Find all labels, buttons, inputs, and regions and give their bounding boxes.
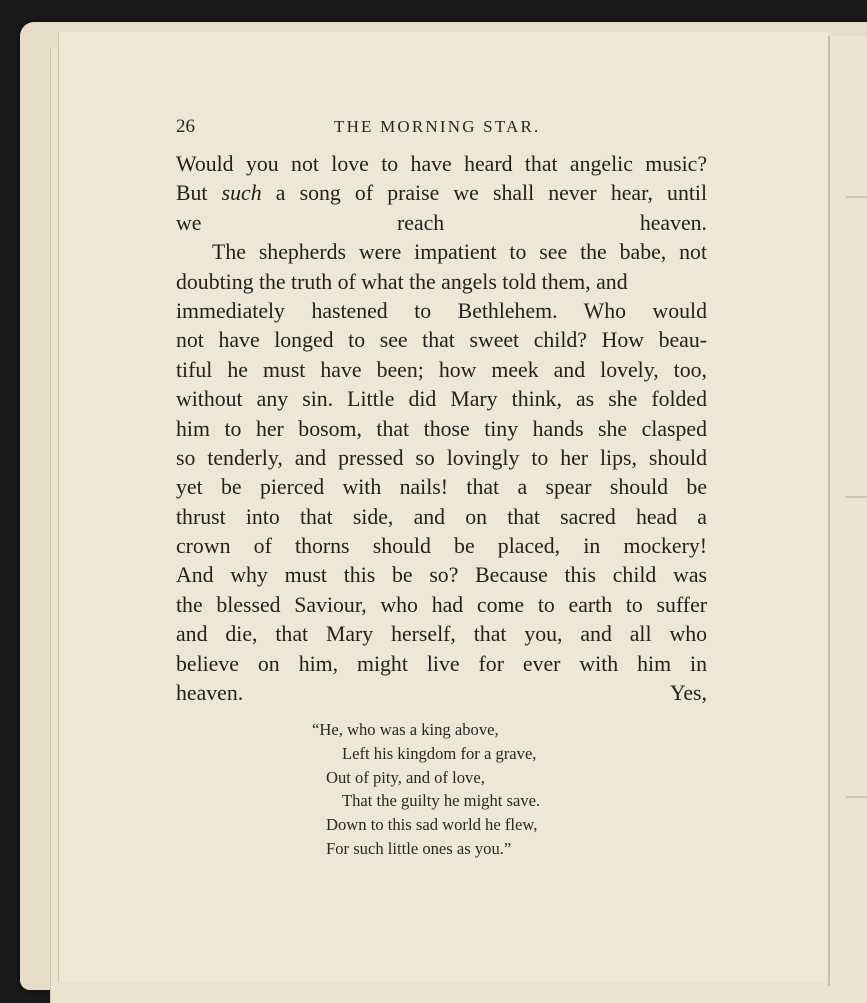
poem-line: That the guilty he might save. — [342, 791, 541, 811]
poem-line: Down to this sad world he flew, — [326, 815, 538, 835]
text-line: And why must this be so? Because this child was — [176, 563, 707, 588]
poem-line: Out of pity, and of love, — [326, 767, 485, 787]
text-line: doubting the truth of what the angels told them, and — [176, 269, 628, 294]
facing-page-edge — [828, 36, 867, 986]
poem-line: “He, who was a king above, — [312, 720, 499, 739]
text-line: the blessed Saviour, who had come to earth to suffer — [176, 592, 707, 617]
text-line: Would you not love to have heard that angelic music? — [176, 152, 707, 176]
page-number: 26 — [176, 116, 195, 137]
text-line: we reach heaven. — [176, 210, 707, 235]
running-head — [176, 116, 706, 140]
text-fragment: a song of praise we shall never hear, until — [275, 181, 707, 206]
text-line: believe on him, might live for ever with him in — [176, 651, 707, 676]
paragraph-start-line: The shepherds were impatient to see the babe, not — [212, 240, 707, 265]
text-line: not have longed to see that sweet child? How beau- — [176, 328, 707, 353]
text-line: without any sin. Little did Mary think, as she folded — [176, 387, 707, 412]
text-line: tiful he must have been; how meek and lovely, too, — [176, 357, 707, 382]
text-line: crown of thorns should be placed, in mockery! — [176, 534, 707, 559]
show-through-mark — [846, 496, 867, 498]
text-line: so tenderly, and pressed so lovingly to her lips, should — [176, 445, 707, 470]
show-through-mark — [846, 196, 867, 198]
text-fragment: But — [176, 181, 208, 206]
poem-line: Left his kingdom for a grave, — [342, 743, 537, 763]
text-line: thrust into that side, and on that sacred head a — [176, 504, 707, 529]
text-line: immediately hastened to Bethlehem. Who would — [176, 298, 707, 323]
poem-block — [312, 718, 540, 861]
text-line: yet be pierced with nails! that a spear should be — [176, 475, 707, 500]
show-through-mark — [846, 796, 867, 798]
text-line: and die, that Mary herself, that you, and all who — [176, 622, 707, 647]
emphasis-text: such — [221, 181, 262, 206]
text-line: heaven. Yes, — [176, 681, 707, 706]
running-title: THE MORNING STAR. — [334, 117, 541, 136]
text-line: him to her bosom, that those tiny hands she clasped — [176, 416, 707, 441]
body-text — [176, 150, 707, 708]
poem-line: For such little ones as you.” — [326, 838, 512, 858]
text-line — [176, 179, 707, 208]
